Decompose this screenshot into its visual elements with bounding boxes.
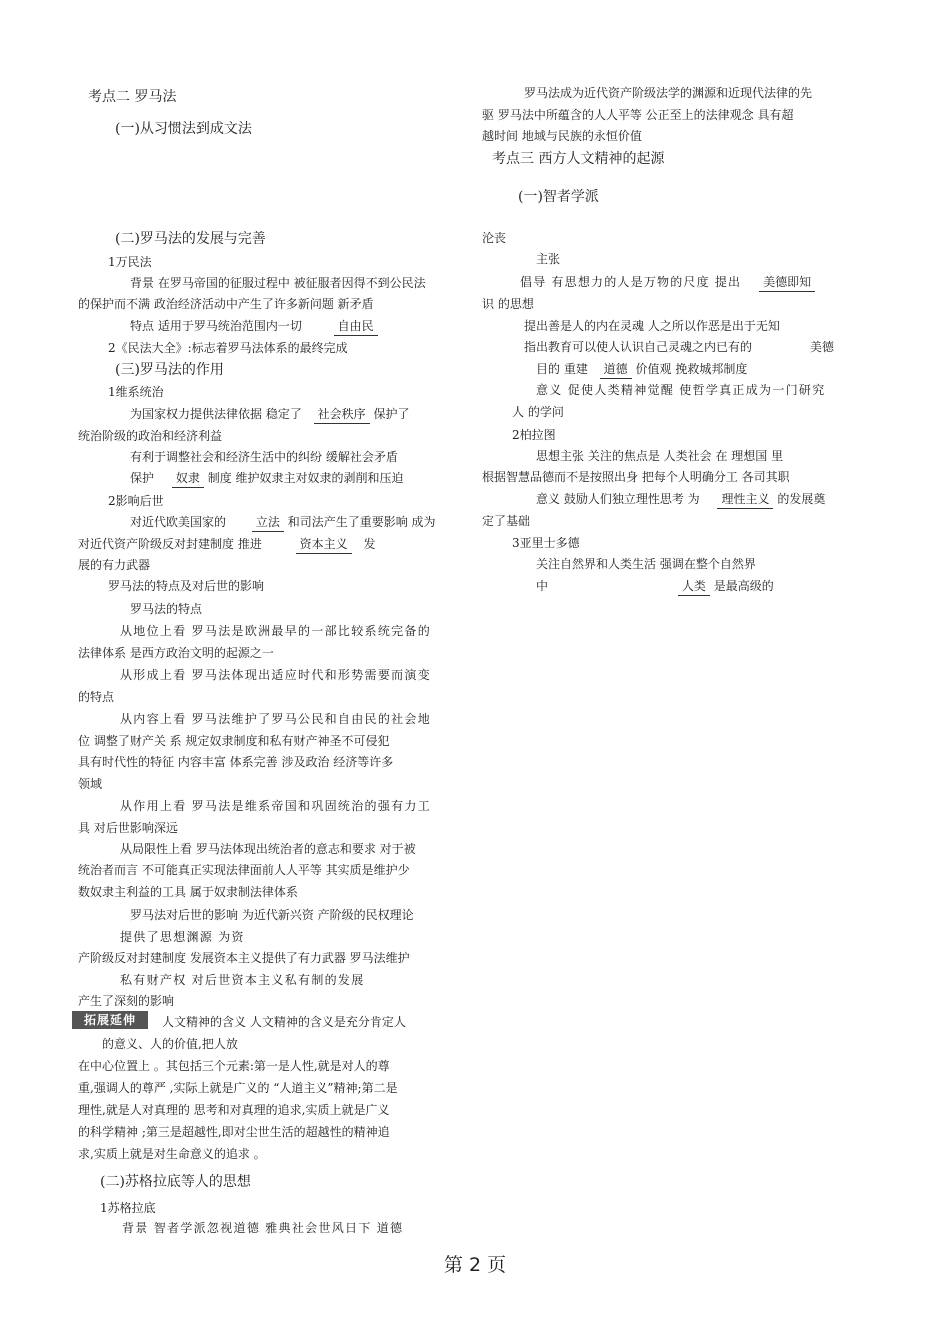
text-line: 数奴隶主利益的工具 属于奴隶制法律体系	[78, 885, 298, 899]
text-line: 的特点	[78, 690, 115, 704]
text-span: 指出教育可以使人认识自己灵魂之内已有的	[524, 340, 753, 354]
text-line	[536, 361, 747, 379]
answer-blank: 人类	[678, 579, 710, 596]
subheading-xiguanfa: (一)从习惯法到成文法	[115, 121, 252, 137]
text-span: 为国家权力提供法律依据 稳定了	[130, 407, 302, 421]
text-line	[536, 578, 774, 596]
text-span: 是最高级的	[713, 579, 774, 593]
text-line: 思想主张 关注的焦点是 人类社会 在 理想国 里	[536, 449, 784, 463]
answer-blank: 自由民	[334, 319, 378, 336]
text-span: 保护了	[373, 407, 410, 421]
text-line	[78, 536, 376, 554]
text-line	[130, 514, 436, 532]
text-line: 人文精神的含义 人文精神的含义是充分肯定人	[162, 1015, 406, 1029]
text-line	[520, 274, 815, 292]
answer-blank: 社会秩序	[314, 407, 370, 424]
extension-badge: 拓展延伸	[72, 1011, 148, 1029]
text-line: 背景 智者学派忽视道德 雅典社会世风日下 道德	[122, 1221, 404, 1235]
text-line: 展的有力武器	[78, 558, 151, 572]
item-yingxiang: 2影响后世	[108, 494, 164, 508]
text-line: 关注自然界和人类生活 强调在整个自然界	[536, 557, 756, 571]
text-line: 产阶级反对封建制度 发展资本主义提供了有力武器 罗马法维护	[78, 951, 410, 965]
answer-blank: 资本主义	[296, 537, 352, 554]
text-line: 产生了深刻的影响	[78, 994, 175, 1008]
text-line: 罗马法成为近代资产阶级法学的渊源和近现代法律的先	[524, 86, 813, 100]
text-line: 驱 罗马法中所蕴含的人人平等 公正至上的法律观念 具有超	[482, 108, 794, 122]
text-line: 领域	[78, 777, 103, 791]
text-line	[130, 470, 404, 488]
text-line: 罗马法的特点	[130, 602, 203, 616]
text-line: 理性,就是人对真理的 思考和对真理的追求,实质上就是广义	[78, 1103, 390, 1117]
text-span: 保护	[130, 471, 155, 485]
text-line: 有利于调整社会和经济生活中的纠纷 缓解社会矛盾	[130, 450, 398, 464]
text-line: 从内容上看 罗马法维护了罗马公民和自由民的社会地	[120, 712, 432, 726]
text-span: 美德	[809, 340, 834, 354]
subheading-zuoyong: (三)罗马法的作用	[115, 362, 224, 378]
text-line: 的科学精神 ;第三是超越性,即对尘世生活的超越性的精神追	[78, 1125, 390, 1139]
text-span: 制度 维护奴隶主对奴隶的剥削和压迫	[207, 471, 404, 485]
text-line: 提供了思想渊源 为资	[120, 930, 245, 944]
text-line: 具 对后世影响深远	[78, 821, 178, 835]
answer-blank: 立法	[252, 515, 284, 532]
section-title-kaodian2: 考点二 罗马法	[88, 89, 177, 105]
text-line: 提出善是人的内在灵魂 人之所以作恶是出于无知	[524, 319, 780, 333]
text-line	[524, 339, 834, 355]
text-line: 从形成上看 罗马法体现出适应时代和形势需要而演变	[120, 668, 432, 682]
text-span: 特点 适用于罗马统治范围内一切	[130, 319, 302, 333]
text-line: 从地位上看 罗马法是欧洲最早的一部比较系统完备的	[120, 624, 432, 638]
answer-blank: 奴隶	[172, 471, 204, 488]
text-line: 的意义、人的价值,把人放	[102, 1037, 238, 1051]
text-line: 从作用上看 罗马法是维系帝国和巩固统治的强有力工	[120, 799, 432, 813]
text-line: 的保护而不满 政治经济活动中产生了许多新问题 新矛盾	[78, 297, 374, 311]
text-span: 倡导 有思想力的人是万物的尺度 提出	[520, 275, 742, 289]
text-line	[536, 491, 825, 509]
text-span: 意义 鼓励人们独立理性思考 为	[536, 492, 700, 506]
text-line: 私有财产权 对后世资本主义私有制的发展	[120, 973, 365, 987]
text-span: 价值观 挽救城邦制度	[635, 362, 748, 376]
subheading-zhizhe: (一)智者学派	[518, 189, 599, 205]
text-span: 和司法产生了重要影响 成为	[287, 515, 436, 529]
text-line: 统治阶级的政治和经济利益	[78, 429, 223, 443]
text-line	[130, 406, 410, 424]
text-line: 从局限性上看 罗马法体现出统治者的意志和要求 对于被	[120, 842, 416, 856]
subheading-sugeladi: (二)苏格拉底等人的思想	[100, 1174, 251, 1190]
text-span: 目的 重建	[536, 362, 588, 376]
item-weixi: 1维系统治	[108, 385, 164, 399]
text-line: 意义 促使人类精神觉醒 使哲学真正成为一门研究	[536, 383, 826, 397]
text-line: 位 调整了财产关 系 规定奴隶制度和私有财产神圣不可侵犯	[78, 734, 390, 748]
text-line: 人 的学问	[512, 405, 564, 419]
text-span: 发	[363, 537, 376, 551]
item-yalishiduode: 3亚里士多德	[512, 536, 580, 550]
text-line	[130, 318, 378, 336]
text-line: 背景 在罗马帝国的征服过程中 被征服者因得不到公民法	[130, 276, 426, 290]
text-line: 定了基础	[482, 514, 531, 528]
text-line: 统治者而言 不可能真正实现法律面前人人平等 其实质是维护少	[78, 863, 410, 877]
text-span: 的发展奠	[777, 492, 826, 506]
text-line: 2《民法大全》:标志着罗马法体系的最终完成	[108, 341, 348, 355]
answer-blank: 理性主义	[717, 492, 773, 509]
text-line: 求,实质上就是对生命意义的追求 。	[78, 1147, 266, 1161]
text-line: 沦丧	[482, 231, 507, 245]
text-line: 识 的思想	[482, 297, 534, 311]
text-line: 法律体系 是西方政治文明的起源之一	[78, 646, 274, 660]
text-line: 在中心位置上 。其包括三个元素:第一是人性,就是对人的尊	[78, 1059, 390, 1073]
text-line: 罗马法对后世的影响 为近代新兴资 产阶级的民权理论	[130, 908, 414, 922]
page-number: 第 2 页	[443, 1254, 507, 1276]
item-sugeladi: 1苏格拉底	[100, 1201, 156, 1215]
text-line: 越时间 地域与民族的永恒价值	[482, 129, 642, 143]
item-wanminfa: 1万民法	[108, 255, 152, 269]
item-bolatu: 2柏拉图	[512, 428, 556, 442]
text-line: 根据智慧品德而不是按照出身 把每个人明确分工 各司其职	[482, 470, 790, 484]
text-span: 中	[536, 579, 549, 593]
section-title-kaodian3: 考点三 西方人文精神的起源	[492, 151, 665, 167]
answer-blank: 美德即知	[759, 275, 815, 292]
text-span: 对近代欧美国家的	[130, 515, 227, 529]
text-line: 重,强调人的尊严 ,实际上就是广义的 “人道主义”精神;第二是	[78, 1081, 398, 1095]
text-line: 主张	[536, 252, 561, 266]
subheading-fazhan: (二)罗马法的发展与完善	[115, 231, 266, 247]
text-line: 罗马法的特点及对后世的影响	[108, 579, 265, 593]
answer-blank: 道德	[600, 362, 632, 379]
text-line: 具有时代性的特征 内容丰富 体系完善 涉及政治 经济等许多	[78, 755, 394, 769]
text-span: 对近代资产阶级反对封建制度 推进	[78, 537, 262, 551]
